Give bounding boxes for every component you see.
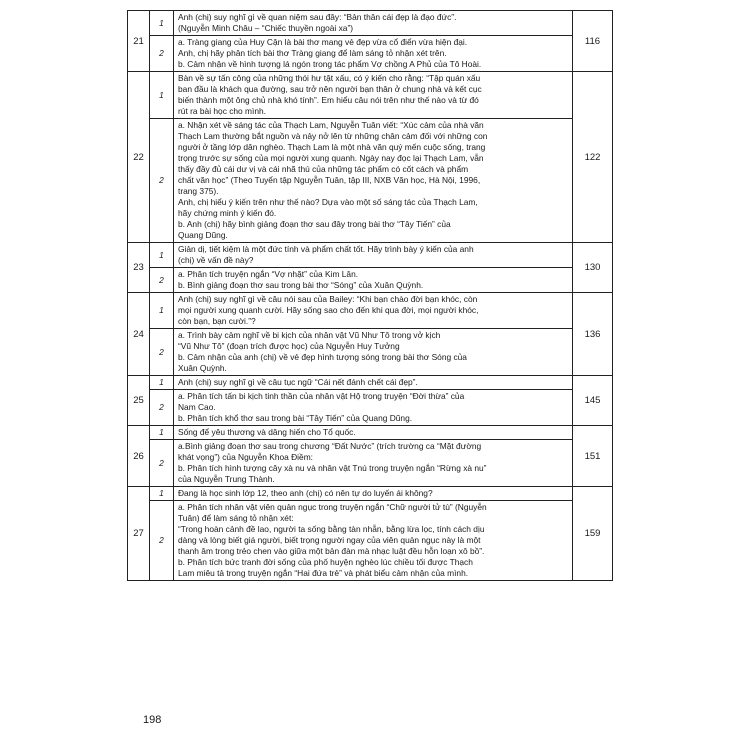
question-line: Xuân Quỳnh. [178, 363, 227, 373]
question-line: trang 375). [178, 186, 219, 196]
question-line: a. Nhận xét về sáng tác của Thạch Lam, Nguyễn Tuân viết: “Xúc cảm của nhà văn [178, 120, 484, 130]
question-line: Đang là học sinh lớp 12, theo anh (chị) có nên tự do luyến ái không? [178, 488, 433, 498]
question-line: Nam Cao. [178, 402, 216, 412]
question-line: Anh (chị) suy nghĩ gì về câu nói sau của Bailey: “Khi bạn chào đời bạn khóc, còn [178, 294, 478, 304]
question-line: mọi người xung quanh cười. Hãy sống sao cho đến khi qua đời, mọi người khóc, [178, 305, 479, 315]
question-line: b. Phân tích khổ thơ sau trong bài “Tây Tiến” của Quang Dũng. [178, 413, 413, 423]
question-line: thấy đầy đủ cái dư vị và cái nhã thú của những tác phẩm có cốt cách và phẩm [178, 164, 469, 174]
topic-number: 25 [128, 376, 150, 426]
table-row [128, 329, 613, 376]
page-reference: 130 [573, 243, 613, 293]
question-line: ban đầu là khách qua đường, sau trở nên người bạn thân ở chung nhà và kết cục [178, 84, 482, 94]
question-line: b. Phân tích bức tranh đời sống của phố huyện nghèo lúc chiều tối được Thạch [178, 557, 473, 567]
question-content [174, 268, 573, 293]
question-line: Anh (chị) suy nghĩ gì về quan niệm sau đây: “Bản thân cái đẹp là đạo đức”. [178, 12, 457, 22]
part-number: 1 [150, 426, 174, 440]
table-row [128, 440, 613, 487]
table-row [128, 501, 613, 581]
question-line: khát vọng”) của Nguyễn Khoa Điềm: [178, 452, 314, 462]
contents-table [127, 10, 613, 581]
question-line: Anh, chị hãy phân tích bài thơ Tràng giang để làm sáng tỏ nhận xét trên. [178, 48, 447, 58]
question-line: a. Tràng giang của Huy Cận là bài thơ mang vẻ đẹp vừa cổ điển vừa hiện đại. [178, 37, 468, 47]
question-line: còn bạn, bạn cười.”? [178, 316, 256, 326]
question-content [174, 293, 573, 329]
question-line: (Nguyễn Minh Châu – “Chiếc thuyền ngoài xa”) [178, 23, 354, 33]
part-number: 1 [150, 72, 174, 119]
question-line: (chị) về vấn đề này? [178, 255, 254, 265]
table-row [128, 119, 613, 243]
table-row [128, 376, 613, 390]
table-row [128, 268, 613, 293]
question-line: a. Trình bày cảm nghĩ về bi kịch của nhân vật Vũ Như Tô trong vở kịch [178, 330, 441, 340]
question-line: Anh (chị) suy nghĩ gì về câu tục ngữ “Cái nết đánh chết cái đẹp”. [178, 377, 418, 387]
question-line: “Vũ Như Tô” (đoạn trích được học) của Nguyễn Huy Tưởng [178, 341, 400, 351]
question-content [174, 11, 573, 36]
question-content [174, 501, 573, 581]
question-line: a. Phân tích nhân vật viên quản ngục trong truyện ngắn “Chữ người tử tù” (Nguyễn [178, 502, 487, 512]
question-content [174, 243, 573, 268]
question-line: a. Phân tích tấn bi kịch tinh thần của nhân vật Hộ trong truyện “Đời thừa” của [178, 391, 465, 401]
table-row [128, 11, 613, 36]
question-line: Thạch Lam thường bắt nguồn và nảy nở lên từ những chân cảm đối với những con [178, 131, 488, 141]
question-line: của Nguyễn Trung Thành. [178, 474, 275, 484]
question-content [174, 376, 573, 390]
table-row [128, 243, 613, 268]
table-row [128, 36, 613, 72]
question-content [174, 440, 573, 487]
question-line: người ở tầng lớp dân nghèo. Thạch Lam là một nhà văn quý mến cuộc sống, trang [178, 142, 486, 152]
page-reference: 145 [573, 376, 613, 426]
question-line: rút ra bài học cho mình. [178, 106, 266, 116]
question-content [174, 426, 573, 440]
question-line: Quang Dũng. [178, 230, 228, 240]
question-line: Sống để yêu thương và dâng hiến cho Tổ quốc. [178, 427, 356, 437]
question-line: dàng và lòng biết giá người, biết trọng người ngay của viên quản ngục này là một [178, 535, 481, 545]
topic-number: 27 [128, 487, 150, 581]
part-number: 1 [150, 11, 174, 36]
topic-number: 26 [128, 426, 150, 487]
part-number: 1 [150, 487, 174, 501]
topic-number: 21 [128, 11, 150, 72]
part-number: 2 [150, 501, 174, 581]
question-line: hãy chứng minh ý kiến đó. [178, 208, 277, 218]
question-line: “Trong hoàn cảnh đề lao, người ta sống bằng tàn nhẫn, bằng lừa lọc, tính cách dịu [178, 524, 485, 534]
question-line: trọng trước sự sống của mọi người xung quanh. Ngày nay đọc lại Thạch Lam, vẫn [178, 153, 484, 163]
question-content [174, 72, 573, 119]
question-content [174, 487, 573, 501]
question-line: Tuân) để làm sáng tỏ nhận xét: [178, 513, 294, 523]
part-number: 2 [150, 36, 174, 72]
question-line: Anh, chị hiểu ý kiến trên như thế nào? Dựa vào một số sáng tác của Thạch Lam, [178, 197, 478, 207]
question-line: a. Phân tích truyện ngắn “Vợ nhặt” của Kim Lân. [178, 269, 359, 279]
part-number: 1 [150, 376, 174, 390]
part-number: 2 [150, 390, 174, 426]
question-line: Giản dị, tiết kiệm là một đức tính và phẩm chất tốt. Hãy trình bày ý kiến của anh [178, 244, 474, 254]
question-content [174, 390, 573, 426]
table-row [128, 293, 613, 329]
page-number: 198 [143, 714, 162, 726]
question-content [174, 119, 573, 243]
page-reference: 122 [573, 72, 613, 243]
part-number: 1 [150, 293, 174, 329]
part-number: 2 [150, 440, 174, 487]
question-line: b. Cảm nhận về hình tượng lá ngón trong tác phẩm Vợ chồng A Phủ của Tô Hoài. [178, 59, 482, 69]
question-line: chất văn học” (Theo Tuyển tập Nguyễn Tuân, tập III, NXB Văn học, Hà Nội, 1996, [178, 175, 481, 185]
page-reference: 159 [573, 487, 613, 581]
question-line: Bàn về sự tấn công của những thói hư tật xấu, có ý kiến cho rằng: “Tập quán xấu [178, 73, 481, 83]
part-number: 2 [150, 268, 174, 293]
question-line: biến thành một ông chủ nhà khó tính”. Em hiểu câu nói trên như thế nào và từ đó [178, 95, 479, 105]
table-row [128, 487, 613, 501]
question-line: b. Bình giảng đoạn thơ sau trong bài thơ “Sóng” của Xuân Quỳnh. [178, 280, 424, 290]
topic-number: 24 [128, 293, 150, 376]
question-line: b. Phân tích hình tượng cây xà nu và nhân vật Tnú trong truyện ngắn “Rừng xà nu” [178, 463, 487, 473]
question-line: b. Cảm nhận của anh (chị) về vẻ đẹp hình tượng sóng trong bài thơ Sóng của [178, 352, 467, 362]
table-row [128, 426, 613, 440]
page-reference: 136 [573, 293, 613, 376]
part-number: 1 [150, 243, 174, 268]
question-line: Lam miêu tả trong truyện ngắn “Hai đứa trẻ” và phát biểu cảm nhận của mình. [178, 568, 469, 578]
part-number: 2 [150, 329, 174, 376]
question-content [174, 36, 573, 72]
question-line: a.Bình giảng đoạn thơ sau trong chương “Đất Nước” (trích trường ca “Mặt đường [178, 441, 482, 451]
part-number: 2 [150, 119, 174, 243]
question-line: b. Anh (chị) hãy bình giảng đoạn thơ sau đây trong bài thơ “Tây Tiến” của [178, 219, 451, 229]
table-row [128, 72, 613, 119]
question-content [174, 329, 573, 376]
topic-number: 23 [128, 243, 150, 293]
page-reference: 151 [573, 426, 613, 487]
table-row [128, 390, 613, 426]
page-reference: 116 [573, 11, 613, 72]
topic-number: 22 [128, 72, 150, 243]
question-line: thanh âm trong trẻo chen vào giữa một bản đàn mà nhạc luật đều hỗn loạn xô bồ”. [178, 546, 485, 556]
